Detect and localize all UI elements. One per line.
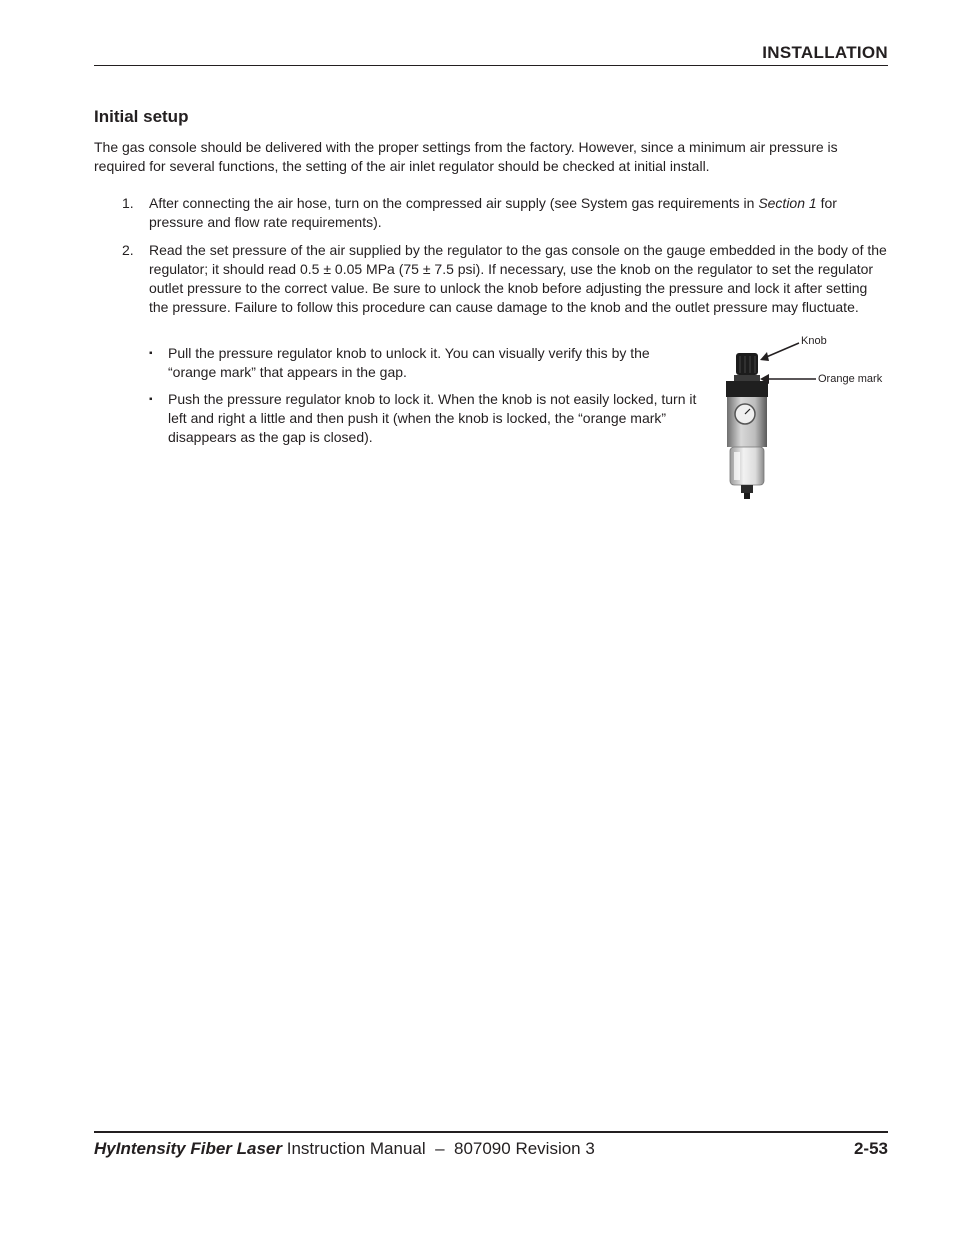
bullet-text: Push the pressure regulator knob to lock it. When the knob is not easily locked, turn it left and right a little and then push it (when the knob is locked, the “orange mark” disappears as the gap is closed). — [168, 391, 697, 445]
footer-manual-info: Instruction Manual – 807090 Revision 3 — [282, 1139, 595, 1158]
step-text: Read the set pressure of the air supplied by the regulator to the gas console on the gauge embedded in the body of the regulator; it should read 0.5 ± 0.05 MPa (75 ± 7.5 psi). If necessary, use the knob on the regulator to set the regulator outlet pressure to the correct value. Be sure to unlock the knob before adjusting the pressure and lock it after setting the pressure. Failure to follow this procedure can cause damage to the knob and the outlet pressure may fluctuate. — [149, 242, 887, 315]
step-number: 2. — [122, 242, 134, 258]
step-text: After connecting the air hose, turn on the compressed air supply (see System gas requirements in Section 1 for pressure and flow rate requirements). — [149, 195, 837, 230]
page-header-title: INSTALLATION — [762, 43, 888, 62]
footer-divider — [94, 1131, 888, 1133]
step-2 — [122, 241, 890, 337]
regulator-figure — [710, 330, 900, 510]
page-number: 2-53 — [853, 1139, 888, 1158]
header-divider — [94, 65, 888, 66]
knob-arrowhead — [760, 352, 769, 361]
figure-label-knob: Knob — [801, 335, 827, 347]
step-number: 1. — [122, 195, 134, 211]
section-reference: Section 1 — [758, 195, 817, 211]
footer-product-name: HyIntensity Fiber Laser — [94, 1139, 283, 1158]
knob-callout-line — [764, 343, 799, 358]
step-1 — [122, 194, 890, 234]
footer-manual-title — [94, 1139, 595, 1159]
bullet-text: Pull the pressure regulator knob to unlock it. You can visually verify this by the “orange mark” that appears in the gap. — [168, 345, 650, 380]
lock-ring — [734, 375, 760, 381]
bullet-marker: ▪ — [149, 394, 153, 405]
bullet-lock — [149, 390, 709, 450]
bullet-unlock — [149, 344, 694, 384]
figure-label-orange-mark: Orange mark — [818, 373, 883, 385]
intro-paragraph: The gas console should be delivered with the proper settings from the factory. However, since a minimum air pressure is required for several functions, the setting of the air inlet regulator should be checked at initial install. — [94, 139, 838, 174]
section-heading: Initial setup — [94, 107, 189, 126]
regulator-illustration — [710, 330, 900, 510]
bullet-marker: ▪ — [149, 348, 153, 359]
